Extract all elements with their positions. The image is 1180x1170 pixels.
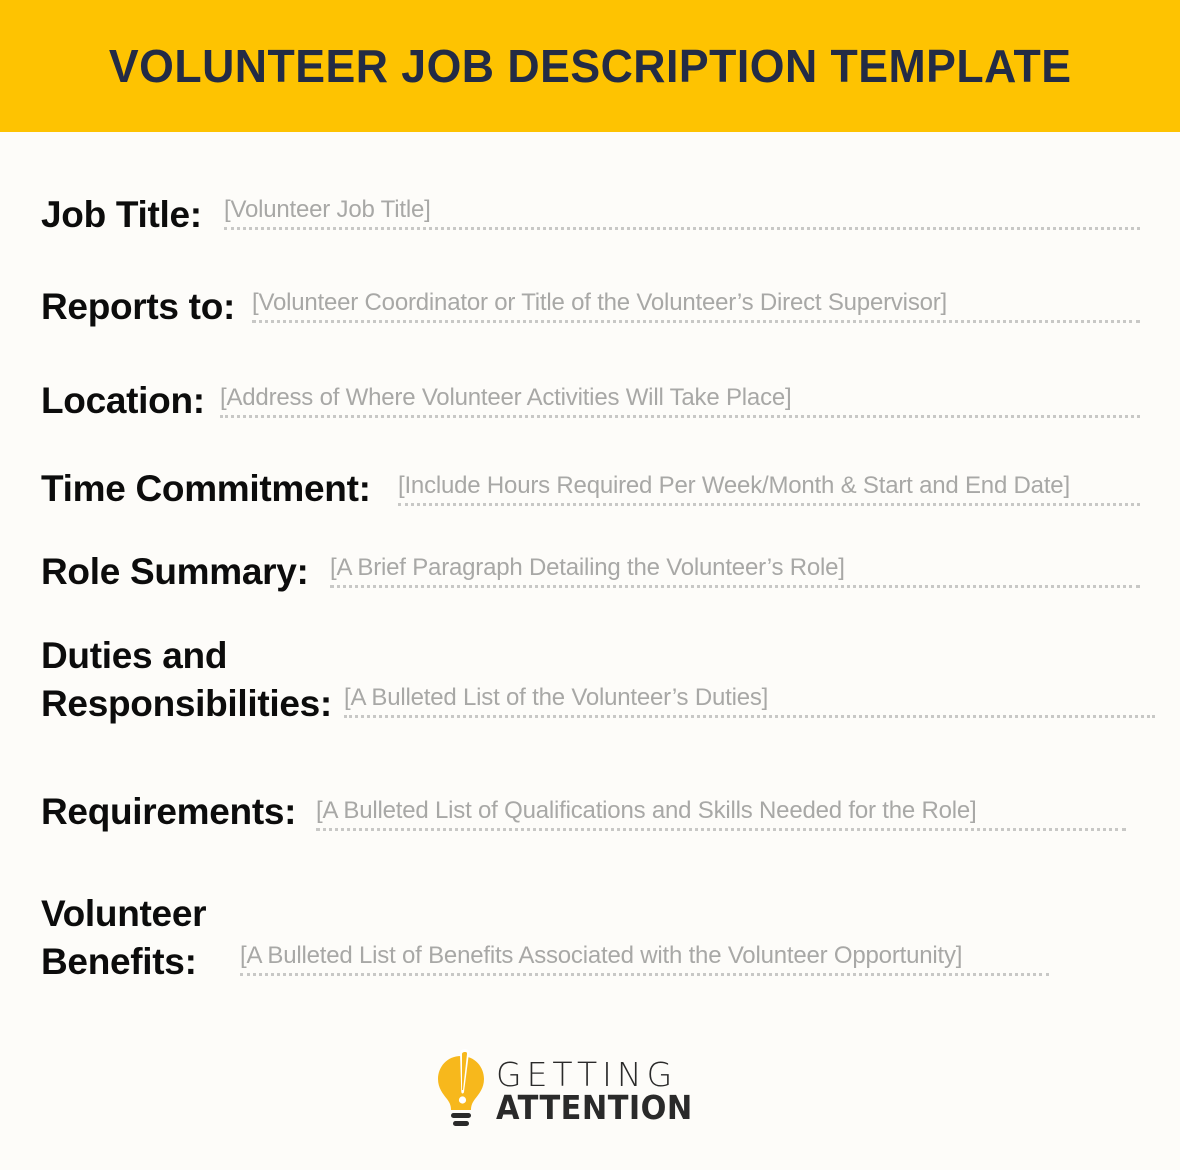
field-placeholder: [A Bulleted List of the Volunteer’s Duties]: [344, 684, 769, 711]
role-summary-input[interactable]: [330, 554, 1140, 588]
field-placeholder: [A Brief Paragraph Detailing the Volunteer’s Role]: [330, 554, 845, 581]
requirements-input[interactable]: [316, 797, 1126, 831]
field-label: Reports to:: [41, 286, 236, 327]
job-title-input[interactable]: [224, 196, 1140, 230]
time-commitment-input[interactable]: [398, 472, 1140, 506]
field-label-line2: Benefits:: [41, 941, 197, 982]
field-label-line1: Duties and: [41, 635, 228, 676]
field-placeholder: [Volunteer Coordinator or Title of the Volunteer’s Direct Supervisor]: [252, 289, 948, 316]
logo-text-getting: GETTING: [496, 1055, 678, 1094]
lightbulb-exclamation-icon: [436, 1046, 486, 1132]
page-header: [0, 0, 1180, 132]
field-label-line1: Volunteer: [41, 893, 207, 934]
getting-attention-logo: [436, 1046, 706, 1136]
volunteer-benefits-input[interactable]: [240, 942, 1049, 976]
field-label-line2: Responsibilities:: [41, 683, 332, 724]
field-label: Requirements:: [41, 791, 297, 832]
field-label: Role Summary:: [41, 551, 309, 592]
field-placeholder: [A Bulleted List of Qualifications and Skills Needed for the Role]: [316, 797, 977, 824]
logo-text-attention: ATTENTION: [496, 1088, 693, 1127]
field-placeholder: [Volunteer Job Title]: [224, 196, 431, 223]
reports-to-input[interactable]: [252, 289, 1140, 323]
location-input[interactable]: [220, 384, 1140, 418]
page-title: VOLUNTEER JOB DESCRIPTION TEMPLATE: [108, 40, 1072, 92]
duties-responsibilities-input[interactable]: [344, 684, 1155, 718]
field-placeholder: [Include Hours Required Per Week/Month & Start and End Date]: [398, 472, 1070, 499]
field-placeholder: [A Bulleted List of Benefits Associated with the Volunteer Opportunity]: [240, 942, 963, 969]
field-label: Location:: [41, 380, 205, 421]
field-placeholder: [Address of Where Volunteer Activities Will Take Place]: [220, 384, 792, 411]
field-label: Time Commitment:: [41, 468, 371, 509]
field-label: Job Title:: [41, 194, 202, 235]
